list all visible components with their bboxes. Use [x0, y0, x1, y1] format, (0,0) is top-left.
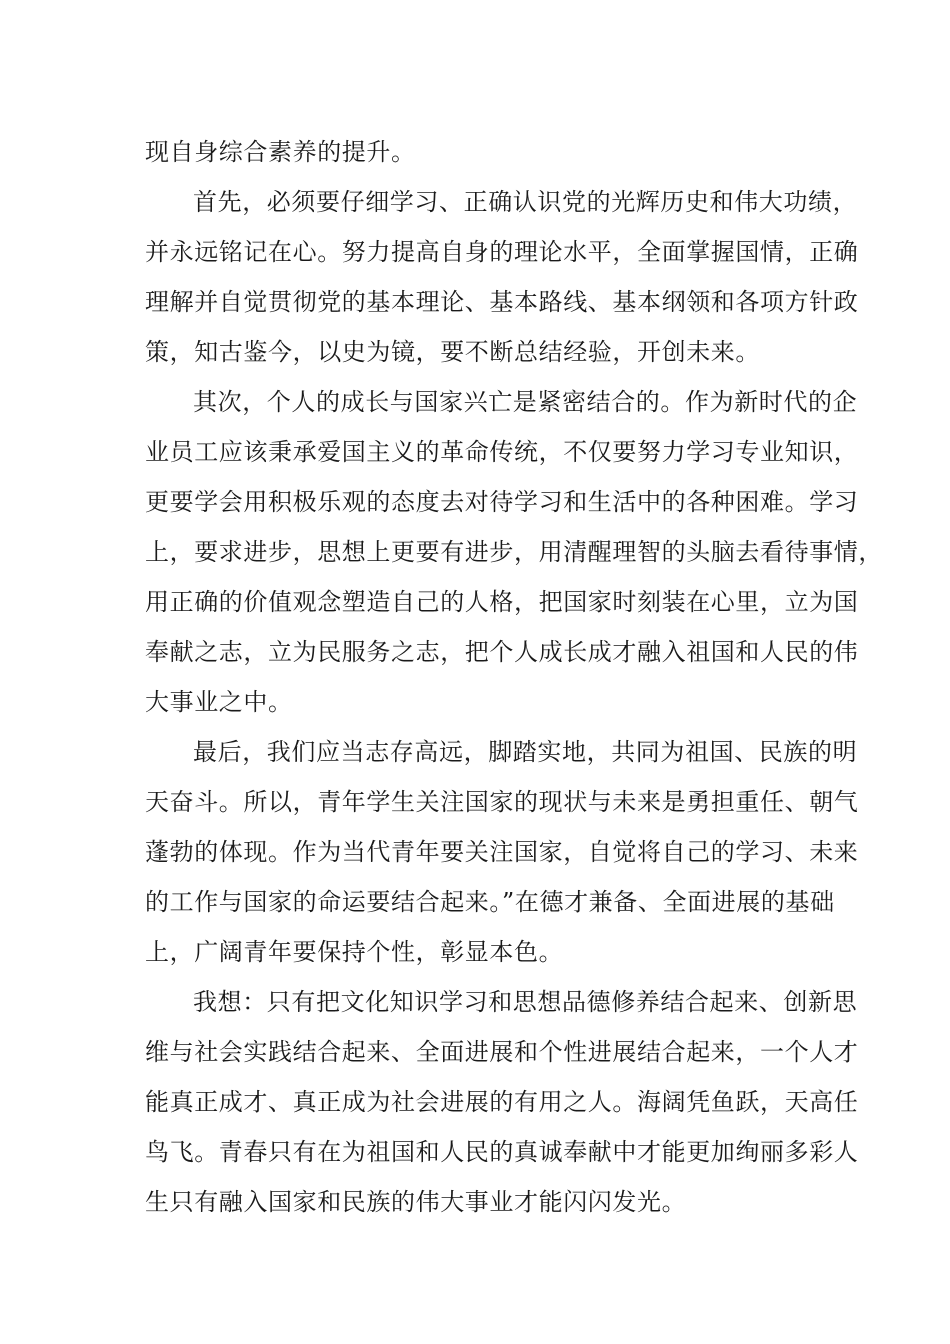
text-line: 奉献之志，立为民服务之志，把个人成长成才融入祖国和人民的伟	[145, 638, 859, 666]
text-line: 的工作与国家的命运要结合起来。”在德才兼备、全面进展的基础	[145, 888, 835, 916]
text-line: 生只有融入国家和民族的伟大事业才能闪闪发光。	[145, 1188, 687, 1216]
paragraph-first-line: 首先，必须要仔细学习、正确认识党的光辉历史和伟大功绩，	[193, 188, 858, 216]
text-line: 策，知古鉴今，以史为镜，要不断总结经验，开创未来。	[145, 338, 760, 366]
text-line: 鸟飞。青春只有在为祖国和人民的真诚奉献中才能更加绚丽多彩人	[145, 1138, 859, 1166]
text-line: 上，要求进步，思想上更要有进步，用清醒理智的头脑去看待事情，	[145, 538, 883, 566]
text-line: 理解并自觉贯彻党的基本理论、基本路线、基本纲领和各项方针政	[145, 288, 859, 316]
text-line: 上，广阔青年要保持个性，彰显本色。	[145, 938, 564, 966]
text-line: 能真正成才、真正成为社会进展的有用之人。海阔凭鱼跃，天高任	[145, 1088, 859, 1116]
text-line: 蓬勃的体现。作为当代青年要关注国家，自觉将自己的学习、未来	[145, 838, 859, 866]
text-line: 现自身综合素养的提升。	[145, 138, 416, 166]
text-line: 用正确的价值观念塑造自己的人格，把国家时刻装在心里，立为国	[145, 588, 859, 616]
text-line: 业员工应该秉承爱国主义的革命传统，不仅要努力学习专业知识，	[145, 438, 859, 466]
paragraph-first-line: 我想：只有把文化知识学习和思想品德修养结合起来、创新思	[193, 988, 858, 1016]
text-line: 更要学会用积极乐观的态度去对待学习和生活中的各种困难。学习	[145, 488, 859, 516]
paragraph-first-line: 最后，我们应当志存高远，脚踏实地，共同为祖国、民族的明	[193, 738, 858, 766]
text-line: 天奋斗。所以，青年学生关注国家的现状与未来是勇担重任、朝气	[145, 788, 859, 816]
text-line: 大事业之中。	[145, 688, 293, 716]
text-line: 并永远铭记在心。努力提高自身的理论水平，全面掌握国情，正确	[145, 238, 859, 266]
text-line: 维与社会实践结合起来、全面进展和个性进展结合起来，一个人才	[145, 1038, 859, 1066]
paragraph-first-line: 其次，个人的成长与国家兴亡是紧密结合的。作为新时代的企	[193, 388, 858, 416]
